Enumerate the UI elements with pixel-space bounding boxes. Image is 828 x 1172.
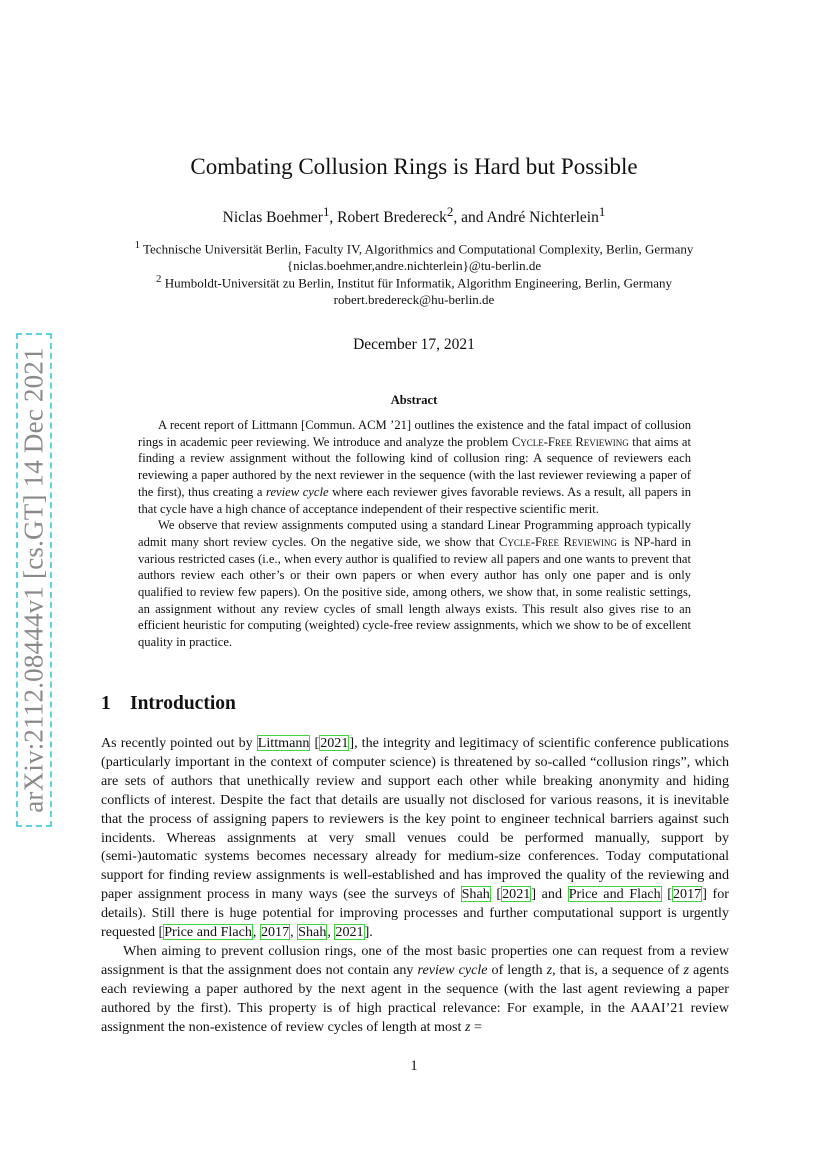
citation-link[interactable]: Price and Flach <box>568 886 661 903</box>
citation-link[interactable]: 2017 <box>260 924 290 941</box>
body-text: ], the integrity and legitimacy of scientific conference publications (particularly important in the context of computer science) is threatened by so-called “collusion rings”, which are sets of authors that unethically review and support each other while breaking anonymity and hiding conflicts of interest. Despite the fact that details are usually not disclosed for various reasons, it is inevitable that the process of assigning papers to reviewers is the key point to engineer technical barriers against such incidents. Whereas assignments at very small venues could be performed manually, support by (semi-)automatic systems becomes necessary already for medium-size conferences. Today computational support for finding review assignments is well-established and has improved the quality of the reviewing and paper assignment process in many ways (see the surveys of <box>101 735 729 903</box>
problem-name: Cycle-Free Reviewing <box>498 534 617 549</box>
body-text: ] for details). Still there is huge potential for improving processes and further computational support is urgently requested [ <box>101 886 729 941</box>
affiliation-marker: 1 <box>598 204 606 219</box>
author-name: Niclas Boehmer <box>222 209 323 227</box>
math-variable: z <box>464 1018 471 1035</box>
affiliation-email: {niclas.boehmer,andre.nichterlein}@tu-berlin.de <box>286 258 542 274</box>
body-text: ] and <box>531 886 568 903</box>
body-text: , that is, a sequence of <box>552 961 684 978</box>
author-separator: , <box>329 209 338 227</box>
body-text: ]. <box>364 924 373 941</box>
abstract-paragraph <box>138 417 691 517</box>
affiliation-marker: 1 <box>322 204 330 219</box>
body-text: agents each reviewing a paper authored by the next agent in the sequence (with the last agent reviewing a paper authored by the first). This property is of high practical relevance: For example, in the AAAI’21 review assignment the non-existence of review cycles of length at most <box>101 961 730 1035</box>
page-number: 1 <box>410 1058 418 1074</box>
citation-link[interactable]: 2021 <box>320 735 349 751</box>
abstract-text: A recent report of Littmann [Commun. ACM ’21] outlines the existence and the fatal impact of collusion rings in academic peer reviewing. We introduce and analyze the problem <box>138 418 691 449</box>
publication-date: December 17, 2021 <box>353 336 475 353</box>
citation-link[interactable]: 2017 <box>673 886 702 903</box>
author-separator: , and <box>453 209 487 227</box>
abstract-body <box>138 417 691 651</box>
author-name: Robert Bredereck <box>337 209 447 227</box>
problem-name: Cycle-Free Reviewing <box>511 434 629 449</box>
affiliation-institution: Humboldt-Universität zu Berlin, Institut für Informatik, Algorithm Engineering, Berlin, Germany <box>161 275 672 291</box>
abstract-heading: Abstract <box>390 393 438 407</box>
emphasis-term: review cycle <box>417 961 488 978</box>
citation-link[interactable]: 2021 <box>502 886 531 903</box>
section-number: 1 <box>101 693 111 714</box>
abstract-text: that aims at finding a review assignment without the following kind of collusion ring: A sequence of reviewers each reviewing a paper authored by the next reviewer in the sequence (with the last reviewer reviewing a paper of the first), thus creating a <box>138 434 691 499</box>
math-variable: z <box>683 961 689 978</box>
body-paragraph <box>101 734 729 942</box>
body-text: , <box>290 924 298 941</box>
body-text: When aiming to prevent collusion rings, one of the most basic properties one can request from a review assignment is that the assignment does not contain any <box>101 942 729 978</box>
affiliation-number: 2 <box>156 273 162 285</box>
author-list <box>0 204 828 227</box>
body-text: As recently pointed out by <box>101 735 257 751</box>
body-text: [ <box>310 735 320 751</box>
section-heading <box>101 693 236 715</box>
abstract-text: where each reviewer gives favorable reviews. As a result, all papers in that cycle have a high chance of acceptance independent of their respective scientific merit. <box>138 484 691 516</box>
body-text: [ <box>490 886 502 903</box>
abstract-text: is NP-hard in various restricted cases (i.e., when every author is qualified to review all papers and one wants to prevent that authors review each other’s or their own papers or when every author has only one paper and is only qualified to review few papers). On the positive side, among others, we show that, in some realistic settings, an assignment without any review cycles of small length always exists. This result also gives rise to an efficient heuristic for computing (weighted) cycle-free review assignments, which we show to be of excellent quality in practice. <box>138 534 692 650</box>
body-text: [ <box>661 886 672 903</box>
paper-title: Combating Collusion Rings is Hard but Possible <box>190 154 638 179</box>
body-text: of length <box>487 961 547 978</box>
citation-link[interactable]: Littmann <box>257 735 310 751</box>
abstract-text: We observe that review assignments computed using a standard Linear Programming approach typically admit many short review cycles. On the negative side, we show that <box>138 518 691 549</box>
body-text: , <box>252 924 260 941</box>
introduction-body <box>101 734 729 1037</box>
affiliation-number: 1 <box>134 239 140 251</box>
citation-link[interactable]: Price and Flach <box>164 924 252 941</box>
body-text: , <box>327 924 335 941</box>
body-paragraph <box>101 942 729 1037</box>
author-name: André Nichterlein <box>486 209 599 227</box>
body-text: = <box>470 1018 482 1035</box>
affiliation-marker: 2 <box>446 204 454 219</box>
citation-link[interactable]: 2021 <box>335 924 364 941</box>
emphasis-term: review cycle <box>266 484 329 499</box>
citation-link[interactable]: Shah <box>298 924 327 941</box>
affiliation-2 <box>0 271 828 308</box>
section-title: Introduction <box>130 693 236 714</box>
affiliation-1 <box>0 237 828 274</box>
arxiv-identifier-text: arXiv:2112.08444v1 [cs.GT] 14 Dec 2021 <box>18 347 49 813</box>
affiliation-email: robert.bredereck@hu-berlin.de <box>333 292 495 308</box>
abstract-paragraph <box>138 517 691 651</box>
citation-link[interactable]: Shah <box>461 886 490 903</box>
affiliation-institution: Technische Universität Berlin, Faculty IV, Algorithmics and Computational Complexity, Berlin, Germany <box>139 241 694 257</box>
math-variable: z <box>546 961 553 978</box>
